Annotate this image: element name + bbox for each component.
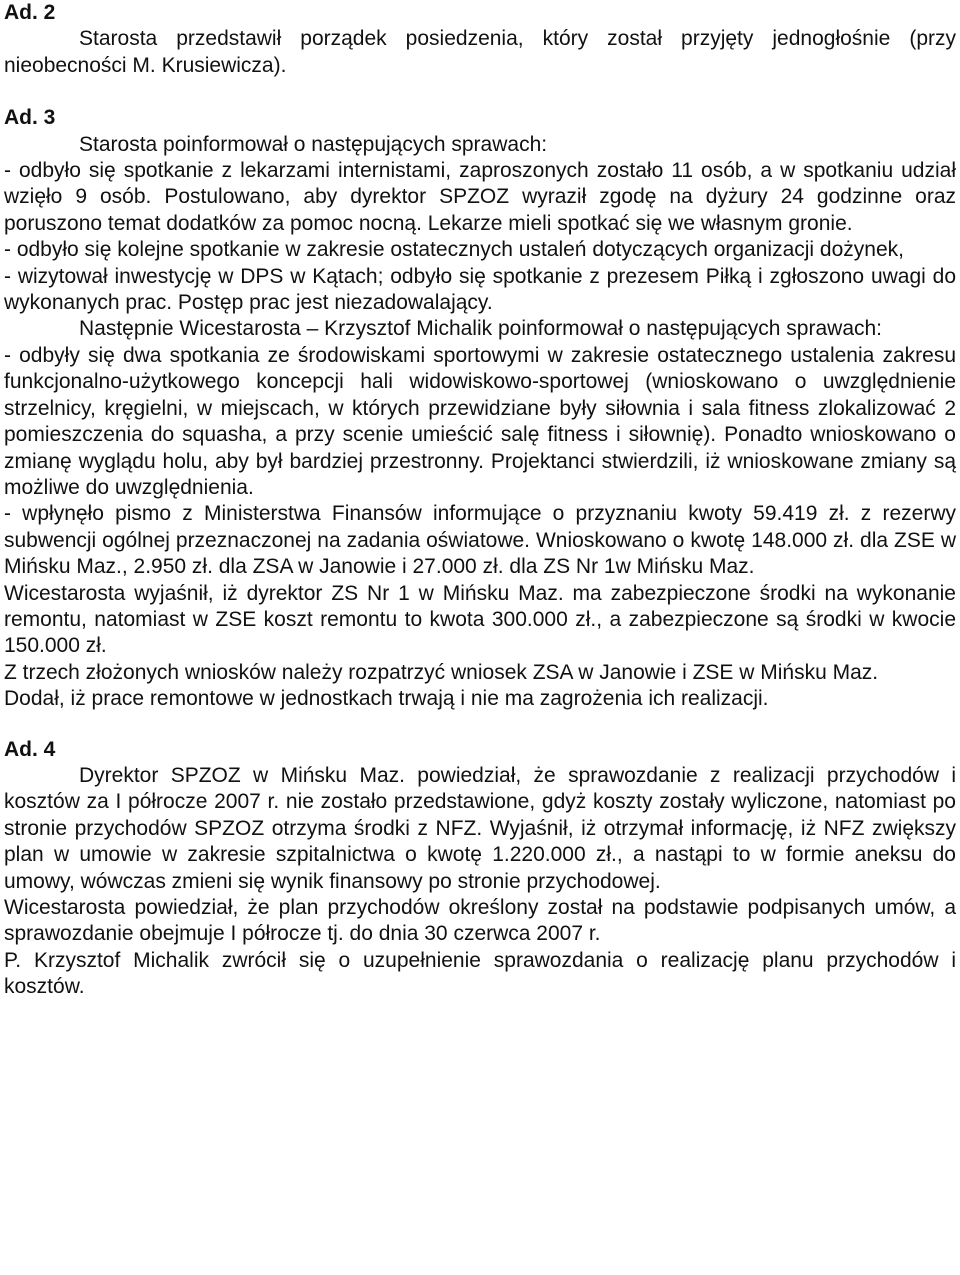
list-item: - odbyło się kolejne spotkanie w zakresie ostatecznych ustaleń dotyczących organizacji dożynek, xyxy=(4,238,904,262)
list-item: - odbyły się dwa spotkania ze środowiskami sportowymi w zakresie ostatecznego ustalenia zakresu funkcjonalno-użytkowego koncepcji hali widowiskowo-sportowej (wnioskowano o uwzględnienie strzelnicy, kręgielni, w miejscach, w których przewidziane były siłownia i sala fitness zlokalizować 2 pomieszczenia do squasha, a przy scenie umieścić salę fitness i siłownię). Ponadto wnioskowano o zmianę wyglądu holu, aby był bardziej przestronny. Projektanci stwierdzili, iż wnioskowane zmiany są możliwe do uwzględnienia. xyxy=(4,343,956,499)
section-gap xyxy=(4,713,956,737)
paragraph: Starosta poinformował o następujących sprawach: xyxy=(79,132,548,156)
section-heading-ad3: Ad. 3 xyxy=(4,106,56,130)
section-heading-ad4: Ad. 4 xyxy=(4,737,56,761)
paragraph: Wicestarosta powiedział, że plan przychodów określony został na podstawie podpisanych umów, a sprawozdanie obejmuje I półrocze tj. do dnia 30 czerwca 2007 r. xyxy=(4,896,956,946)
section-gap xyxy=(4,79,956,105)
list-item: - odbyło się spotkanie z lekarzami internistami, zaproszonych zostało 11 osób, a w spotkaniu udział wzięło 9 osób. Postulowano, aby dyrektor SPZOZ wyraził zgodę na dyżury 24 godzinne oraz poruszono temat dodatków za pomoc nocną. Lekarze mieli spotkać się we własnym gronie. xyxy=(4,159,956,235)
list-item: - wizytował inwestycję w DPS w Kątach; odbyło się spotkanie z prezesem Piłką i zgłoszono uwagi do wykonanych prac. Postęp prac jest niezadowalający. xyxy=(4,264,956,315)
paragraph: Starosta przedstawił porządek posiedzenia, który został przyjęty jednogłośnie (przy nieobecności M. Krusiewicza). xyxy=(4,27,956,77)
paragraph: Dodał, iż prace remontowe w jednostkach trwają i nie ma zagrożenia ich realizacji. xyxy=(4,687,769,711)
paragraph: Wicestarosta wyjaśnił, iż dyrektor ZS Nr 1 w Mińsku Maz. ma zabezpieczone środki na wykonanie remontu, natomiast w ZSE koszt remontu to kwota 300.000 zł., a zabezpieczone są środki w kwocie 150.000 zł. xyxy=(4,581,956,658)
paragraph: P. Krzysztof Michalik zwrócił się o uzupełnienie sprawozdania o realizację planu przychodów i kosztów. xyxy=(4,948,956,999)
list-item: - wpłynęło pismo z Ministerstwa Finansów informujące o przyznaniu kwoty 59.419 zł. z rezerwy subwencji ogólnej przeznaczonej na zadania oświatowe. Wnioskowano o kwotę 148.000 zł. dla ZSE w Mińsku Maz., 2.950 zł. dla ZSA w Janowie i 27.000 zł. dla ZS Nr 1w Mińsku Maz. xyxy=(4,502,956,579)
paragraph: Następnie Wicestarosta – Krzysztof Michalik poinformował o następujących sprawach: xyxy=(79,317,883,341)
section-heading-ad2: Ad. 2 xyxy=(4,1,56,24)
paragraph: Dyrektor SPZOZ w Mińsku Maz. powiedział, że sprawozdanie z realizacji przychodów i kosztów za I półrocze 2007 r. nie zostało przedstawione, gdyż koszty zostały wyliczone, natomiast po stronie przychodów SPZOZ otrzyma środki z NFZ. Wyjaśnił, iż otrzymał informację, iż NFZ zwiększy plan w umowie w zakresie szpitalnictwa o kwotę 1.220.000 zł., a nastąpi to w formie aneksu do umowy, wówczas zmieni się wynik finansowy po stronie przychodowej. xyxy=(4,763,956,893)
paragraph: Z trzech złożonych wniosków należy rozpatrzyć wniosek ZSA w Janowie i ZSE w Mińsku Maz. xyxy=(4,660,879,684)
